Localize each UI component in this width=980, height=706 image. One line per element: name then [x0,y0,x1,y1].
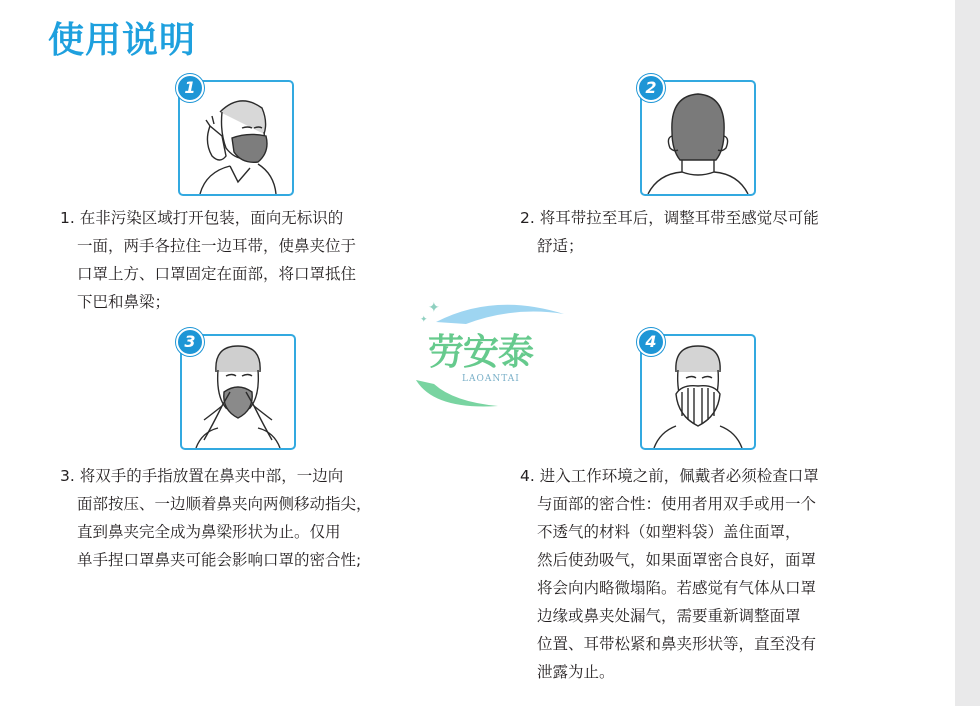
step-1-line: 下巴和鼻梁； [77,293,171,311]
step-3-line: 面部按压、一边顺着鼻夹向两侧移动指尖， [77,495,372,513]
svg-text:✦: ✦ [420,315,428,325]
step-3-line: 单手捏口罩鼻夹可能会影响口罩的密合性; [77,551,362,569]
step-4-line: 不透气的材料（如塑料袋）盖住面罩， [537,523,801,541]
step-4-line: 边缘或鼻夹处漏气，需要重新调整面罩 [537,607,801,625]
step-4-text [520,462,819,686]
step-1-text [60,204,356,316]
brand-logo-name: 劳安泰 [428,332,534,373]
step-3-line: 直到鼻夹完全成为鼻梁形状为止。仅用 [77,523,341,541]
step-4-line: 与面部的密合性：使用者用双手或用一个 [537,495,817,513]
step-2-number-badge: 2 [637,74,665,102]
step-4-line: 4. 进入工作环境之前，佩戴者必须检查口罩 [520,467,819,485]
step-3-number-badge: 3 [176,328,204,356]
step-1-line: 1. 在非污染区域打开包装，面向无标识的 [60,209,344,227]
step-2-line: 舒适； [537,237,584,255]
step-4-line: 位置、耳带松紧和鼻夹形状等，直至没有 [537,635,817,653]
step-4-line: 泄露为止。 [537,663,615,681]
step-4-line: 然后使劲吸气，如果面罩密合良好，面罩 [537,551,817,569]
step-1-number-badge: 1 [176,74,204,102]
step-2-text [520,204,819,260]
right-edge-strip [955,0,980,706]
step-3-text [60,462,372,574]
step-4-line: 将会向内略微塌陷。若感觉有气体从口罩 [537,579,817,597]
svg-text:✦: ✦ [428,300,440,316]
step-2-line: 2. 将耳带拉至耳后，调整耳带至感觉尽可能 [520,209,819,227]
brand-logo-watermark [414,298,564,410]
page-title: 使用说明 [48,20,197,61]
brand-logo-latin: LAOANTAI [462,374,520,384]
step-1-line: 一面，两手各拉住一边耳带，使鼻夹位于 [77,237,357,255]
step-4-number-badge: 4 [637,328,665,356]
step-3-line: 3. 将双手的手指放置在鼻夹中部，一边向 [60,467,344,485]
step-1-line: 口罩上方、口罩固定在面部，将口罩抵住 [77,265,357,283]
